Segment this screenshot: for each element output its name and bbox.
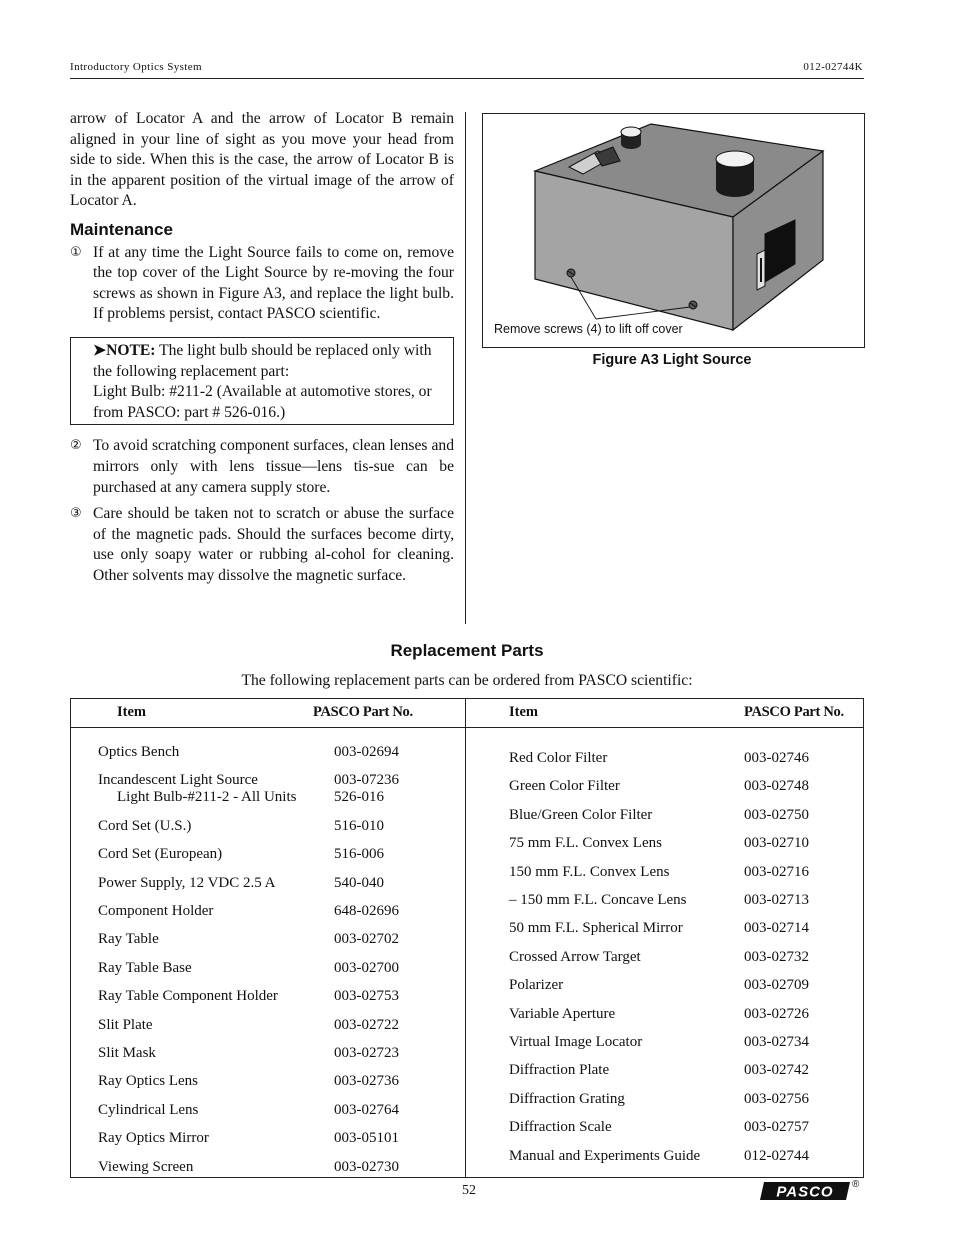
- figure-light-source: [482, 113, 865, 348]
- part-item-name: Component Holder: [98, 903, 214, 919]
- part-item-name: Slit Mask: [98, 1045, 156, 1061]
- part-item-name: Cord Set (U.S.): [98, 817, 192, 834]
- item-number-3: ③: [70, 506, 82, 522]
- part-number: 003-07236: [334, 772, 399, 789]
- part-item-name: Ray Optics Mirror: [98, 1130, 209, 1147]
- part-number: 516-006: [334, 846, 384, 863]
- part-number: 003-02736: [334, 1073, 399, 1090]
- part-item-name: Cylindrical Lens: [98, 1101, 199, 1118]
- part-item-name: Manual and Experiments Guide: [509, 1147, 701, 1164]
- part-item-name: Diffraction Scale: [509, 1119, 612, 1136]
- part-number: 003-02694: [334, 744, 399, 760]
- part-number: 003-02756: [744, 1090, 809, 1107]
- item-number-1: ①: [70, 244, 82, 260]
- running-header-title: Introductory Optics System: [70, 61, 202, 73]
- part-item-name: Ray Table Component Holder: [98, 988, 278, 1005]
- part-number: 003-02757: [744, 1119, 809, 1136]
- part-number: 003-02709: [744, 977, 809, 994]
- note-box: [70, 337, 454, 425]
- maintenance-item-1-text: If at any time the Light Source fails to come on, remove the top cover of the Light Source by re-moving the four screws as shown in Figure A3, and replace the light bulb. If problems persist, contact PASCO scientific.: [93, 243, 454, 323]
- left-part-header: PASCO Part No.: [313, 704, 413, 720]
- part-item-name: Power Supply, 12 VDC 2.5 A: [98, 874, 276, 891]
- maintenance-item-3: [70, 504, 454, 586]
- part-number: 003-02716: [744, 863, 809, 880]
- part-item-name: Red Color Filter: [509, 750, 608, 766]
- part-number: 540-040: [334, 874, 384, 891]
- part-number: 003-02750: [744, 806, 809, 823]
- part-number: 012-02744: [744, 1147, 809, 1164]
- replacement-parts-intro: The following replacement parts can be ordered from PASCO scientific:: [241, 672, 693, 689]
- part-number: 003-05101: [334, 1130, 399, 1147]
- note-label: NOTE:: [106, 341, 156, 359]
- part-item-name: Ray Table Base: [98, 959, 192, 976]
- part-item-name: 75 mm F.L. Convex Lens: [509, 835, 662, 852]
- left-item-header: Item: [117, 704, 146, 720]
- part-item-name: Polarizer: [509, 977, 564, 994]
- light-source-illustration: [483, 114, 864, 347]
- note-arrow-icon: ➤: [93, 341, 107, 359]
- part-number: 003-02710: [744, 835, 809, 852]
- maintenance-item-2: [70, 436, 454, 498]
- part-number: 003-02742: [744, 1062, 809, 1079]
- header-rule: [70, 78, 864, 79]
- pasco-logo: [758, 1181, 850, 1201]
- part-number: 003-02732: [744, 948, 809, 965]
- part-number: 003-02723: [334, 1045, 399, 1061]
- part-number: 003-02764: [334, 1101, 399, 1118]
- part-item-name: Crossed Arrow Target: [509, 948, 641, 965]
- item-number-2: ②: [70, 438, 82, 454]
- part-number: 003-02753: [334, 988, 399, 1005]
- part-sub-item-name: Light Bulb-#211-2 - All Units: [117, 789, 297, 806]
- part-item-name: Variable Aperture: [509, 1005, 616, 1022]
- column-divider: [465, 112, 466, 624]
- part-item-name: Diffraction Grating: [509, 1090, 625, 1107]
- right-part-header: PASCO Part No.: [744, 704, 844, 720]
- maintenance-item-1: [70, 243, 454, 325]
- part-item-name: Optics Bench: [98, 744, 180, 760]
- table-header-rule: [71, 727, 863, 728]
- part-item-name: – 150 mm F.L. Concave Lens: [509, 892, 687, 908]
- part-item-name: Incandescent Light Source: [98, 772, 258, 789]
- left-column: [70, 109, 454, 586]
- part-item-name: Slit Plate: [98, 1016, 153, 1033]
- part-number: 003-02746: [744, 750, 809, 766]
- part-item-name: Green Color Filter: [509, 778, 620, 795]
- page-number: 52: [462, 1183, 476, 1198]
- note-text: The light bulb should be replaced only with the following replacement part:: [93, 341, 432, 380]
- note-bulb-line: Light Bulb: #211-2 (Available at automotive stores, or from PASCO: part # 526-016.): [93, 383, 432, 421]
- part-item-name: Diffraction Plate: [509, 1062, 610, 1079]
- part-number: 003-02748: [744, 778, 809, 795]
- part-sub-number: 526-016: [334, 789, 384, 806]
- part-item-name: Cord Set (European): [98, 846, 223, 863]
- part-item-name: Blue/Green Color Filter: [509, 806, 653, 823]
- maintenance-item-3-text: Care should be taken not to scratch or abuse the surface of the magnetic pads. Should the surfaces become dirty, use only soapy water or rubbing al-cohol for cleaning. Other solvents may dissolve the magnetic surface.: [93, 505, 454, 584]
- part-number: 003-02722: [334, 1016, 399, 1033]
- part-number: 003-02734: [744, 1034, 809, 1050]
- logo-wordmark: PASCO: [776, 1183, 834, 1201]
- intro-paragraph: arrow of Locator A and the arrow of Locator B remain aligned in your line of sight as you move your head from side to side. When this is the case, the arrow of Locator B is in the apparent position of the virtual image of the arrow of Locator A.: [70, 110, 454, 210]
- replacement-parts-heading: Replacement Parts: [390, 641, 544, 660]
- part-item-name: 150 mm F.L. Convex Lens: [509, 863, 670, 880]
- part-item-name: Ray Optics Lens: [98, 1073, 198, 1090]
- part-number: 003-02702: [334, 931, 399, 948]
- part-item-name: Viewing Screen: [98, 1158, 194, 1175]
- table-column-divider: [465, 699, 466, 1177]
- figure-callout: Remove screws (4) to lift off cover: [494, 322, 683, 336]
- right-item-header: Item: [509, 704, 538, 720]
- part-item-name: Virtual Image Locator: [509, 1034, 643, 1050]
- document-number: 012-02744K: [803, 61, 863, 73]
- part-number: 003-02700: [334, 959, 399, 976]
- part-number: 003-02730: [334, 1158, 399, 1175]
- replacement-parts-table: [70, 698, 864, 1178]
- part-number: 516-010: [334, 817, 384, 834]
- part-number: 003-02726: [744, 1005, 809, 1022]
- part-item-name: 50 mm F.L. Spherical Mirror: [509, 920, 683, 937]
- part-number: 648-02696: [334, 903, 399, 919]
- maintenance-heading: Maintenance: [70, 219, 173, 239]
- part-item-name: Ray Table: [98, 931, 159, 948]
- maintenance-item-2-text: To avoid scratching component surfaces, clean lenses and mirrors only with lens tissue—lens tis-sue can be purchased at any camera supply store.: [93, 437, 454, 496]
- registered-mark: ®: [852, 1179, 860, 1190]
- part-number: 003-02713: [744, 892, 809, 908]
- part-number: 003-02714: [744, 920, 809, 937]
- figure-caption: Figure A3 Light Source: [592, 352, 752, 368]
